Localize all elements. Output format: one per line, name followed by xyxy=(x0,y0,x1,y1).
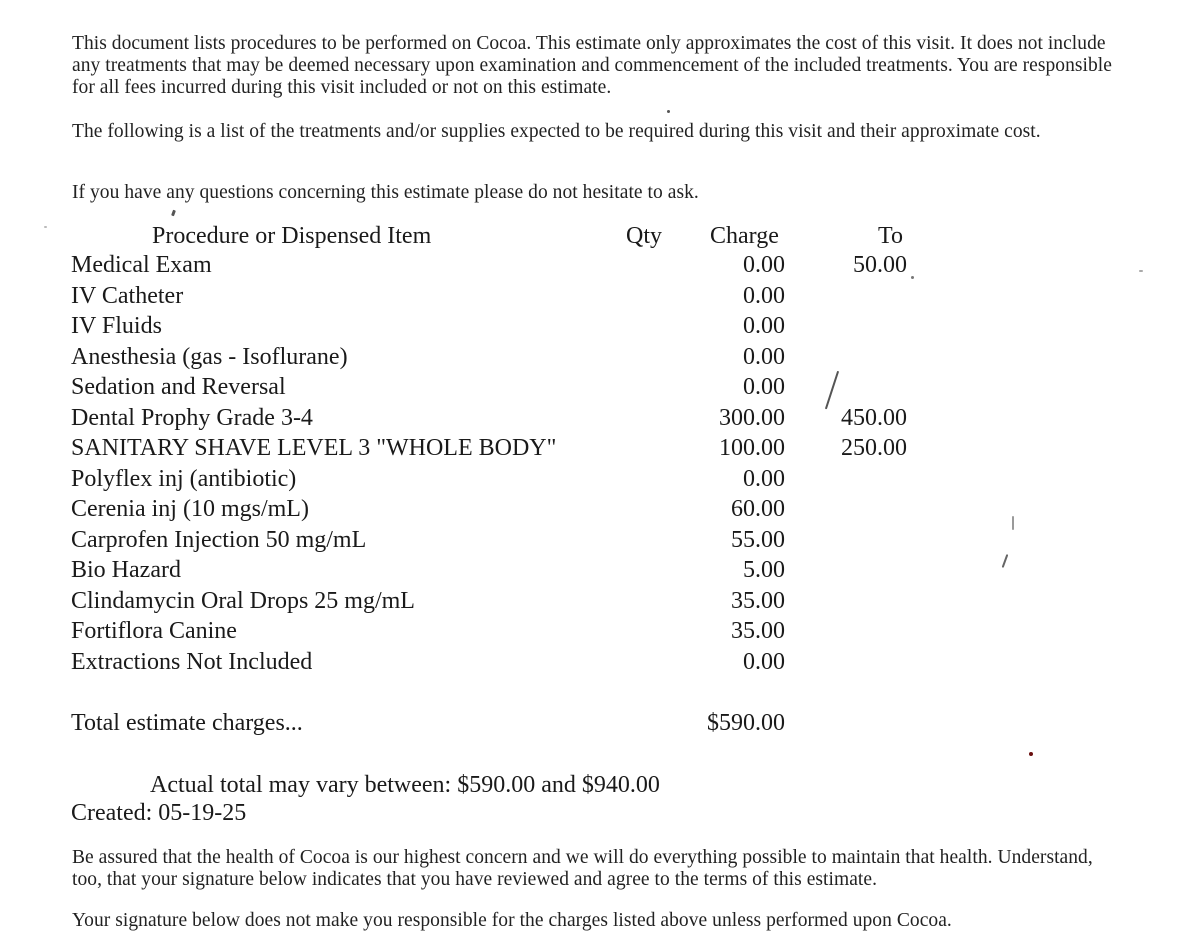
created-date: Created: 05-19-25 xyxy=(71,800,247,826)
table-row xyxy=(0,464,1179,495)
table-row xyxy=(0,555,1179,586)
item-name: Extractions Not Included xyxy=(71,648,313,675)
table-row xyxy=(0,433,1179,464)
table-row xyxy=(0,311,1179,342)
item-name: Anesthesia (gas - Isoflurane) xyxy=(71,343,348,370)
item-charge: 35.00 xyxy=(731,618,785,644)
item-to: 50.00 xyxy=(853,252,907,278)
item-charge: 60.00 xyxy=(731,496,785,522)
estimate-table xyxy=(0,250,1179,677)
item-name: Sedation and Reversal xyxy=(71,374,286,400)
closing-paragraph-2: Your signature below does not make you responsible for the charges listed above unless performed upon Cocoa. xyxy=(72,910,952,931)
scan-speck xyxy=(911,276,914,279)
item-name: IV Catheter xyxy=(71,282,184,309)
scan-speck xyxy=(1139,270,1143,272)
item-charge: 300.00 xyxy=(719,404,785,431)
scan-speck xyxy=(1029,752,1033,756)
item-charge: 100.00 xyxy=(719,435,785,461)
total-label: Total estimate charges... xyxy=(71,710,303,736)
item-to: 450.00 xyxy=(841,404,907,431)
item-name: Cerenia inj (10 mgs/mL) xyxy=(71,496,309,522)
item-charge: 0.00 xyxy=(743,313,785,339)
item-charge: 5.00 xyxy=(743,557,785,583)
item-charge: 0.00 xyxy=(743,465,785,492)
scan-speck xyxy=(44,226,47,228)
item-charge: 0.00 xyxy=(743,252,785,278)
item-charge: 0.00 xyxy=(743,374,785,400)
total-value: $590.00 xyxy=(707,710,785,736)
item-name: Dental Prophy Grade 3-4 xyxy=(71,404,313,431)
item-charge: 55.00 xyxy=(731,526,785,553)
item-name: Carprofen Injection 50 mg/mL xyxy=(71,526,367,553)
table-row xyxy=(0,342,1179,373)
item-charge: 0.00 xyxy=(743,282,785,309)
item-name: Bio Hazard xyxy=(71,557,181,583)
intro-paragraph-3: If you have any questions concerning this estimate please do not hesitate to ask. xyxy=(72,182,699,203)
item-name: IV Fluids xyxy=(71,313,162,339)
header-qty: Qty xyxy=(626,223,662,249)
table-row xyxy=(0,586,1179,617)
item-charge: 0.00 xyxy=(743,343,785,370)
table-row xyxy=(0,647,1179,678)
item-name: Fortiflora Canine xyxy=(71,618,237,644)
header-to: To xyxy=(878,223,903,249)
table-row xyxy=(0,281,1179,312)
scan-speck xyxy=(667,110,670,113)
range-text: Actual total may vary between: $590.00 and $940.00 xyxy=(150,772,660,798)
closing-paragraph-1: Be assured that the health of Cocoa is our highest concern and we will do everything possible to maintain that health. Understand, too, that your signature below indicates that you have reviewed and agree to the terms of this estimate. xyxy=(72,847,1093,890)
table-row xyxy=(0,494,1179,525)
table-row xyxy=(0,250,1179,281)
scan-speck xyxy=(1012,516,1014,530)
item-name: SANITARY SHAVE LEVEL 3 "WHOLE BODY" xyxy=(71,435,557,461)
header-charge: Charge xyxy=(710,223,779,249)
header-item: Procedure or Dispensed Item xyxy=(152,223,432,249)
item-name: Clindamycin Oral Drops 25 mg/mL xyxy=(71,587,415,614)
table-row xyxy=(0,616,1179,647)
item-charge: 35.00 xyxy=(731,587,785,614)
table-row xyxy=(0,403,1179,434)
table-row xyxy=(0,525,1179,556)
table-row xyxy=(0,372,1179,403)
intro-paragraph-1: This document lists procedures to be performed on Cocoa. This estimate only approximates the cost of this visit. It does not include any treatments that may be deemed necessary upon examination and commencement of the included treatments. You are responsible for all fees incurred during this visit included or not on this estimate. xyxy=(72,33,1112,98)
item-to: 250.00 xyxy=(841,435,907,461)
intro-paragraph-2: The following is a list of the treatments and/or supplies expected to be required during this visit and their approximate cost. xyxy=(72,121,1041,142)
item-charge: 0.00 xyxy=(743,648,785,675)
item-name: Polyflex inj (antibiotic) xyxy=(71,465,297,492)
item-name: Medical Exam xyxy=(71,252,212,278)
scan-speck xyxy=(171,210,176,217)
